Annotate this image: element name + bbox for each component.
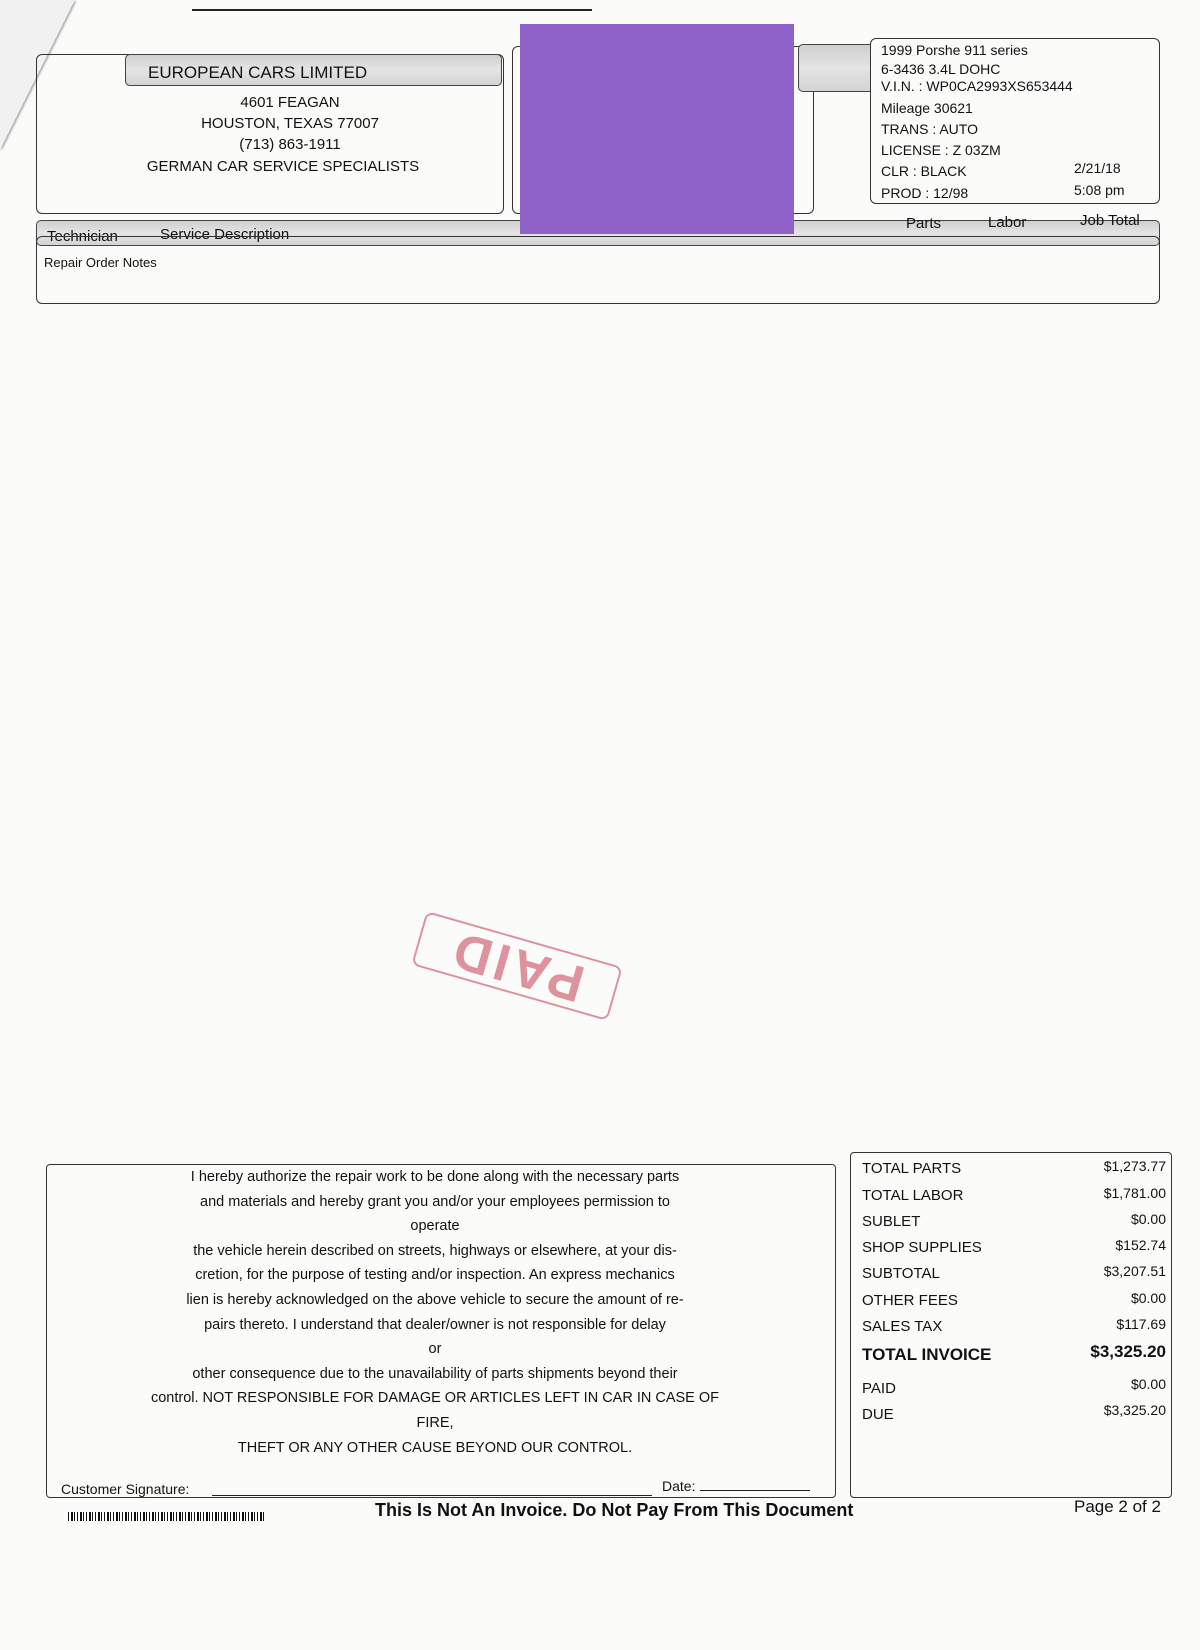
auth-line: or bbox=[428, 1341, 442, 1358]
vehicle-model: 1999 Porshe 911 series bbox=[881, 42, 1028, 58]
vehicle-trans: TRANS : AUTO bbox=[881, 121, 978, 137]
auth-line: I hereby authorize the repair work to be done along with the necessary parts bbox=[190, 1169, 680, 1185]
col-job-total: Job Total bbox=[1080, 212, 1140, 229]
repair-notes-label: Repair Order Notes bbox=[44, 255, 157, 270]
barcode bbox=[68, 1512, 264, 1521]
not-an-invoice-note: This Is Not An Invoice. Do Not Pay From This Document bbox=[375, 1500, 854, 1520]
paid-stamp: PAID bbox=[411, 911, 623, 1021]
company-address: 4601 FEAGAN bbox=[240, 94, 340, 111]
vehicle-license: LICENSE : Z 03ZM bbox=[881, 142, 1001, 158]
total-parts-value: $1,273.77 bbox=[1103, 1158, 1166, 1174]
auth-line: the vehicle herein described on streets, highways or elsewhere, at your dis- bbox=[193, 1242, 677, 1259]
vehicle-color: CLR : BLACK bbox=[881, 163, 967, 179]
order-time: 5:08 pm bbox=[1074, 182, 1125, 198]
company-phone: (713) 863-1911 bbox=[239, 136, 341, 153]
customer-banner bbox=[798, 44, 871, 92]
date-line[interactable] bbox=[700, 1490, 810, 1491]
date-label: Date: bbox=[662, 1478, 696, 1494]
authorization-text bbox=[110, 1165, 760, 1460]
auth-line: lien is hereby acknowledged on the above vehicle to secure the amount of re- bbox=[186, 1291, 684, 1308]
company-name: EUROPEAN CARS LIMITED bbox=[148, 63, 368, 82]
other-fees-label: OTHER FEES bbox=[862, 1292, 958, 1309]
signature-label: Customer Signature: bbox=[61, 1481, 190, 1497]
repair-notes-box bbox=[36, 236, 1160, 304]
vehicle-prod: PROD : 12/98 bbox=[881, 185, 969, 201]
col-labor: Labor bbox=[988, 214, 1027, 231]
sales-tax-label: SALES TAX bbox=[862, 1318, 943, 1335]
shop-supplies-value: $152.74 bbox=[1115, 1237, 1166, 1253]
company-tagline: GERMAN CAR SERVICE SPECIALISTS bbox=[146, 158, 420, 175]
paid-value: $0.00 bbox=[1130, 1376, 1166, 1392]
auth-line: and materials and hereby grant you and/or your employees permission to bbox=[200, 1193, 670, 1210]
auth-line: cretion, for the purpose of testing and/or inspection. An express mechanics bbox=[195, 1267, 675, 1284]
signature-line[interactable] bbox=[212, 1495, 652, 1496]
total-labor-value: $1,781.00 bbox=[1103, 1185, 1166, 1201]
sublet-value: $0.00 bbox=[1130, 1211, 1166, 1227]
order-date: 2/21/18 bbox=[1074, 160, 1121, 176]
sublet-label: SUBLET bbox=[862, 1213, 921, 1230]
auth-line: control. NOT RESPONSIBLE FOR DAMAGE OR ARTICLES LEFT IN CAR IN CASE OF bbox=[150, 1390, 720, 1407]
shop-supplies-label: SHOP SUPPLIES bbox=[862, 1239, 982, 1256]
vehicle-mileage: Mileage 30621 bbox=[881, 100, 973, 116]
auth-line: pairs thereto. I understand that dealer/owner is not responsible for delay bbox=[204, 1316, 666, 1333]
col-parts: Parts bbox=[906, 215, 942, 232]
col-technician: Technician bbox=[47, 228, 118, 245]
auth-line: FIRE, bbox=[416, 1414, 454, 1431]
subtotal-value: $3,207.51 bbox=[1103, 1263, 1166, 1279]
vehicle-vin: V.I.N. : WP0CA2993XS653444 bbox=[881, 78, 1073, 94]
total-labor-label: TOTAL LABOR bbox=[862, 1187, 964, 1204]
total-parts-label: TOTAL PARTS bbox=[862, 1160, 962, 1177]
top-rule bbox=[192, 9, 592, 11]
other-fees-value: $0.00 bbox=[1130, 1290, 1166, 1306]
due-label: DUE bbox=[862, 1406, 894, 1423]
due-value: $3,325.20 bbox=[1103, 1402, 1166, 1418]
subtotal-label: SUBTOTAL bbox=[862, 1265, 940, 1282]
vehicle-engine: 6-3436 3.4L DOHC bbox=[881, 61, 1001, 77]
auth-line: operate bbox=[410, 1218, 460, 1235]
company-city: HOUSTON, TEXAS 77007 bbox=[201, 115, 379, 132]
page-number: Page 2 of 2 bbox=[1074, 1497, 1161, 1516]
total-invoice-value: $3,325.20 bbox=[1090, 1342, 1166, 1361]
paid-label: PAID bbox=[862, 1380, 896, 1397]
auth-line: THEFT OR ANY OTHER CAUSE BEYOND OUR CONTROL. bbox=[237, 1439, 633, 1456]
auth-line: other consequence due to the unavailability of parts shipments beyond their bbox=[192, 1365, 678, 1382]
col-service-description: Service Description bbox=[160, 226, 290, 243]
redacted-block bbox=[520, 24, 794, 234]
total-invoice-label: TOTAL INVOICE bbox=[862, 1345, 992, 1364]
sales-tax-value: $117.69 bbox=[1116, 1316, 1166, 1332]
